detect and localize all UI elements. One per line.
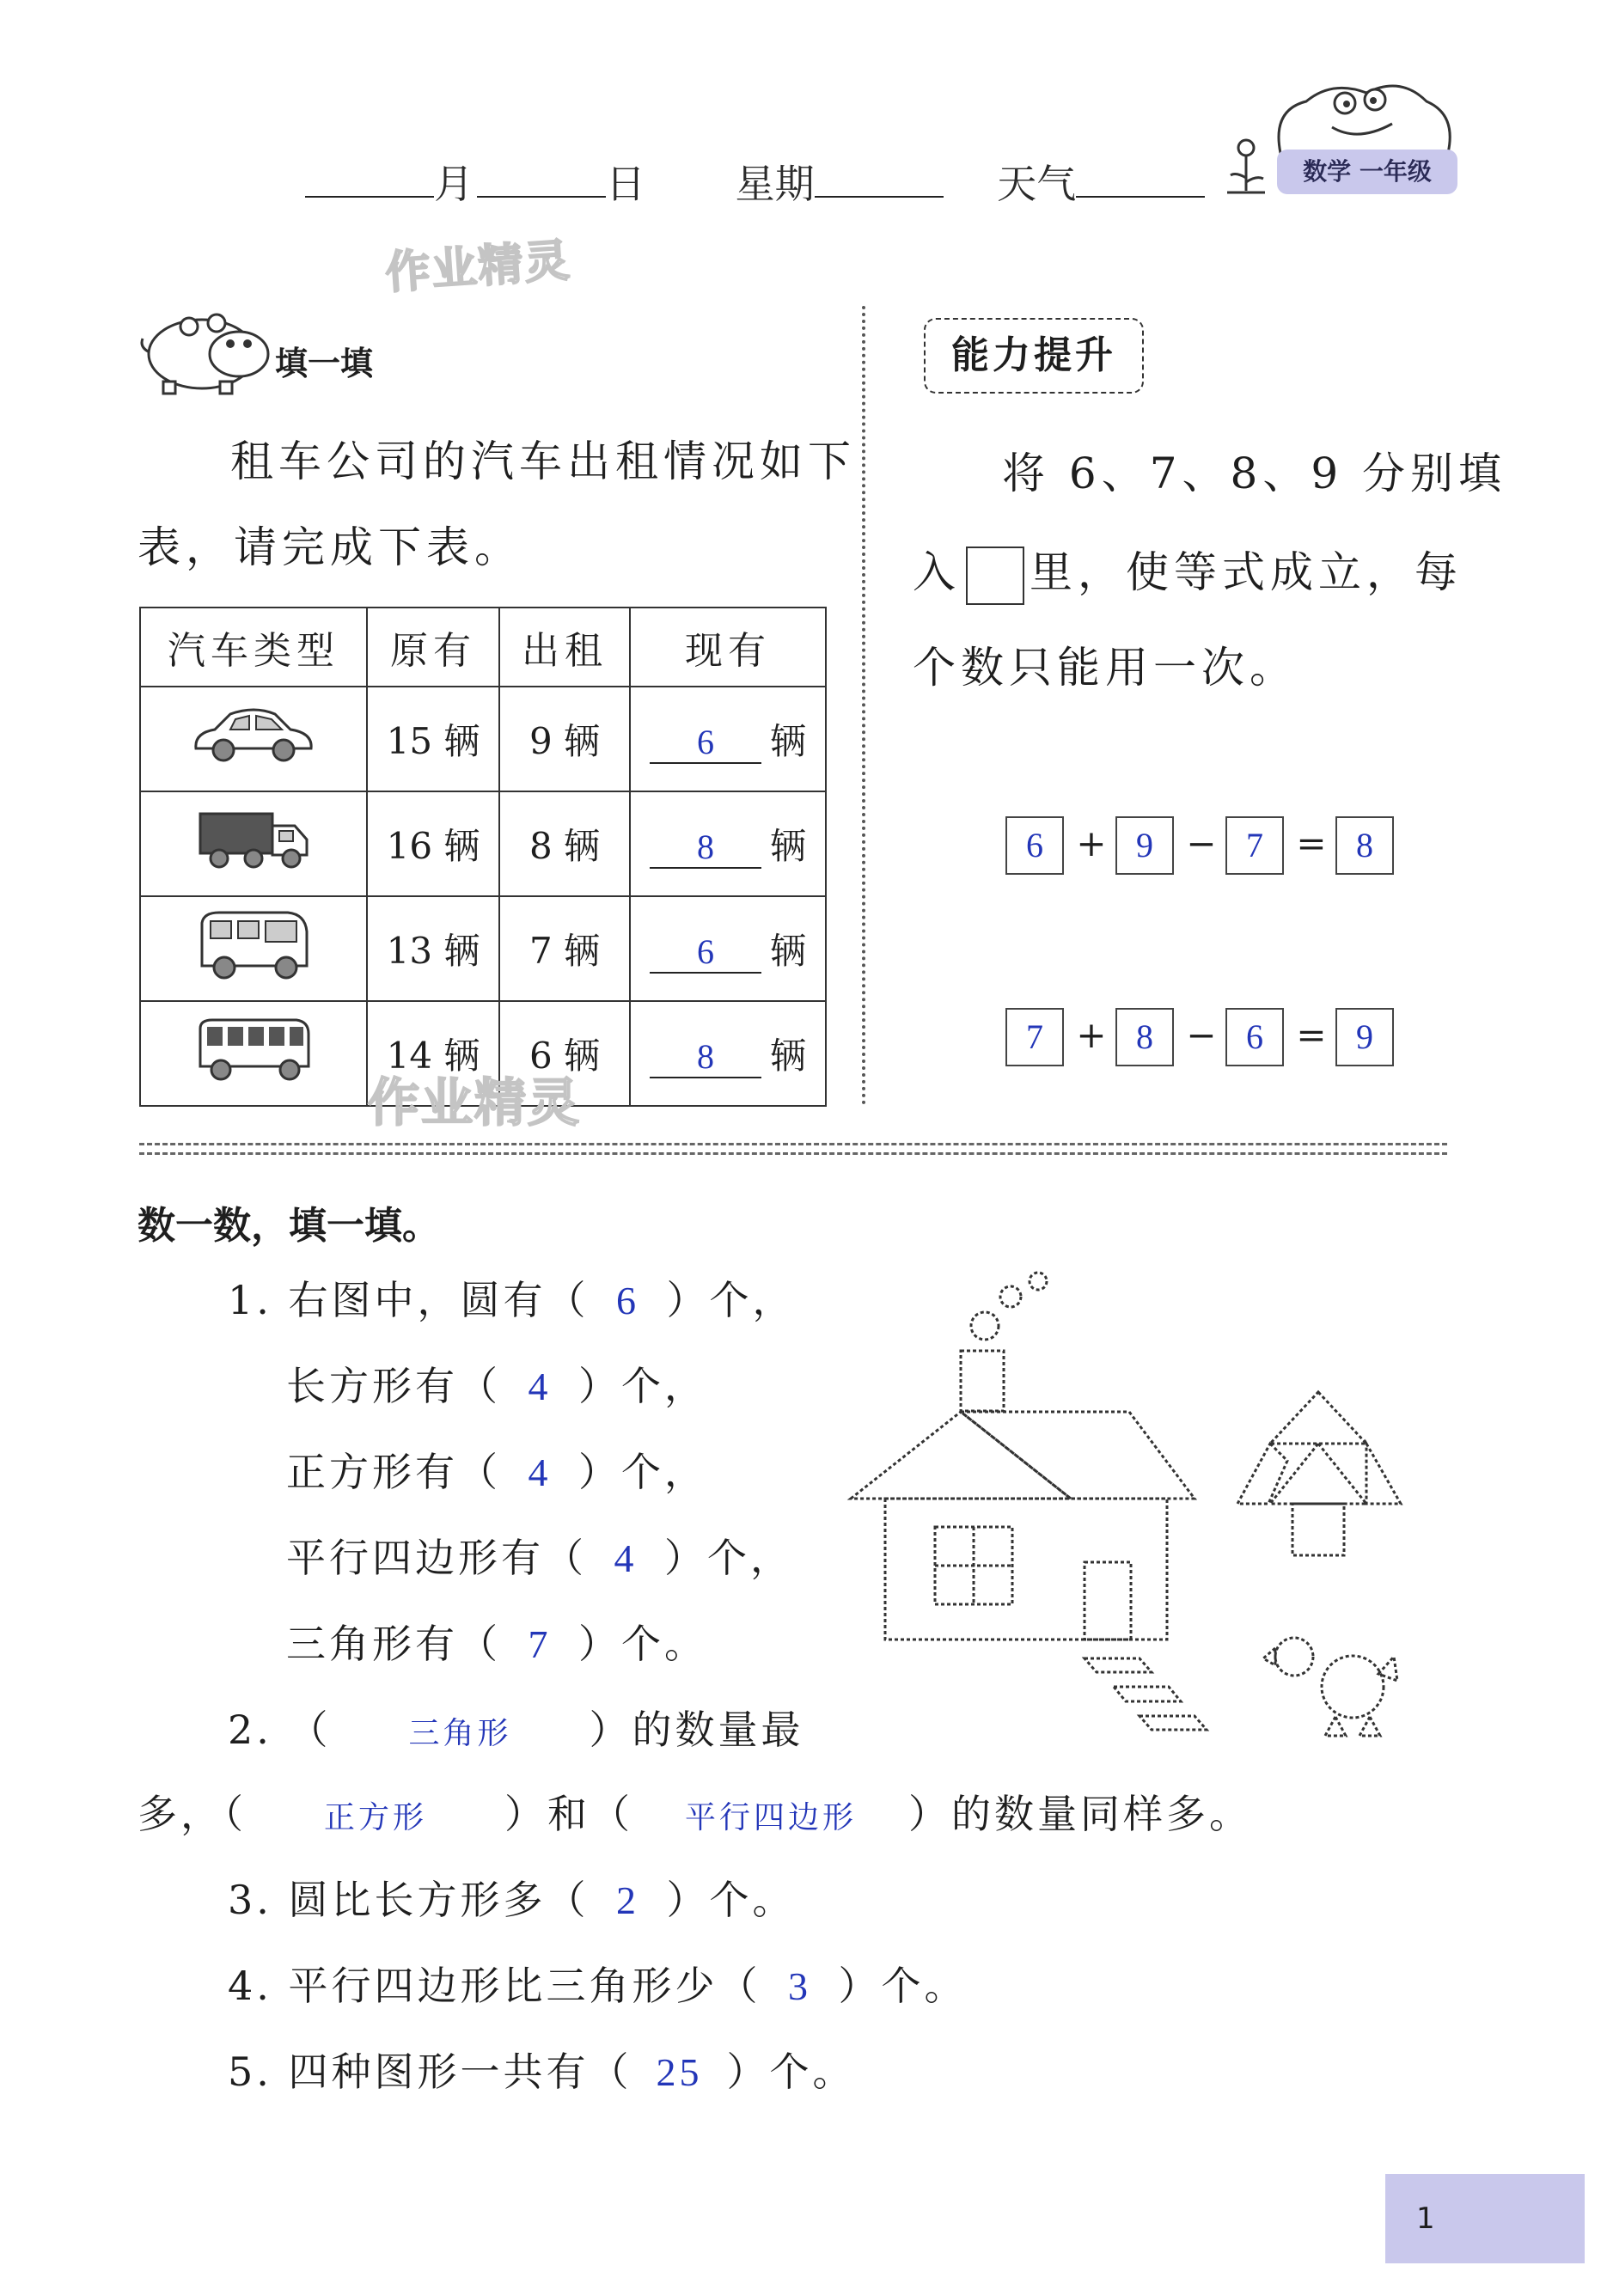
q1-circle: [228, 1277, 796, 1323]
fill-section-title: 填一填: [275, 345, 374, 382]
van-icon: [193, 906, 314, 983]
q3-number: 3.: [228, 1877, 272, 1923]
count-section-title: 数一数，填一填。: [137, 1204, 440, 1248]
q3-answer[interactable]: 2: [616, 1878, 640, 1922]
bus-icon: [193, 1013, 314, 1085]
eq-answer-box[interactable]: 8: [1335, 816, 1394, 875]
bird-tail-triangle-icon: [1378, 1657, 1397, 1681]
watermark-table: 作业精灵: [368, 1073, 581, 1133]
tree-side-triangle-icon: [1366, 1444, 1401, 1504]
remaining-cell: [630, 687, 826, 791]
q1-tri-answer[interactable]: 7: [528, 1622, 552, 1666]
q5-answer[interactable]: 25: [656, 2050, 703, 2094]
tree-bottom-triangle-icon: [1270, 1444, 1366, 1504]
vehicle-cell: [140, 896, 367, 1001]
remaining-answer[interactable]: 6: [650, 931, 761, 974]
q2-same-answer-1[interactable]: 正方形: [323, 1800, 427, 1835]
eq-answer-box[interactable]: 9: [1335, 1008, 1394, 1066]
rental-table: [139, 607, 827, 1107]
q2-tail1: ）的数量最: [589, 1707, 804, 1753]
bird-foot-triangle-icon: [1325, 1717, 1346, 1736]
eq-answer-box[interactable]: 9: [1115, 816, 1174, 875]
unit-label: 辆: [769, 930, 806, 972]
q4-tail: ）个。: [838, 1963, 968, 2009]
smoke-circle-icon: [1030, 1273, 1047, 1290]
bird-foot-triangle-icon: [1360, 1717, 1380, 1736]
tree-trunk-square-icon: [1292, 1504, 1344, 1555]
q1-close: ）个，: [664, 1535, 793, 1581]
col-header-original: 原有: [367, 608, 499, 687]
page-number: 1: [1416, 2201, 1435, 2236]
eq-answer-box[interactable]: 6: [1005, 816, 1064, 875]
truck-icon: [193, 805, 314, 874]
remaining-answer[interactable]: 6: [650, 722, 761, 764]
q1-para-label: 平行四边形有（: [286, 1535, 587, 1581]
col-header-type: 汽车类型: [140, 608, 367, 687]
sample-box: [966, 547, 1024, 605]
plus-sign: +: [1076, 1014, 1107, 1056]
equals-sign: =: [1296, 1014, 1327, 1056]
month-label: 月: [434, 161, 474, 207]
q3-tail: ）个。: [666, 1877, 796, 1923]
q4-answer[interactable]: 3: [788, 1964, 812, 2008]
q1-triangle: [286, 1621, 707, 1667]
chimney-rect-icon: [961, 1351, 1004, 1411]
q1-tri-label: 三角形有（: [286, 1621, 501, 1667]
ability-section-title: 能力提升: [924, 318, 1144, 394]
q1-circle-label: 右图中，圆有（: [288, 1277, 590, 1323]
rented-cell: 7 辆: [499, 896, 630, 1001]
q1-para-answer[interactable]: 4: [614, 1536, 638, 1580]
q1-parallelogram: [286, 1535, 793, 1581]
table-row: [140, 896, 826, 1001]
col-header-remaining: 现有: [630, 608, 826, 687]
subject-badge: 数学 一年级: [1277, 150, 1457, 194]
table-header-row: [140, 608, 826, 687]
ability-line2: [913, 547, 1463, 605]
q2-mid2: ）和（: [504, 1791, 633, 1837]
q2-open: （: [288, 1707, 332, 1753]
remaining-cell: [630, 896, 826, 1001]
q1-close: ）个，: [666, 1277, 796, 1323]
table-row: [140, 687, 826, 791]
eq-answer-box[interactable]: 8: [1115, 1008, 1174, 1066]
q5-number: 5.: [228, 2049, 272, 2095]
frog-icon: [1263, 76, 1461, 158]
q1-rect-label: 长方形有（: [286, 1363, 501, 1409]
eq-answer-box[interactable]: 6: [1225, 1008, 1284, 1066]
fill-intro-line1: 租车公司的汽车出租情况如下: [230, 437, 856, 486]
smoke-circle-icon: [971, 1312, 999, 1340]
roof-triangle-icon: [851, 1412, 1071, 1499]
smoke-circle-icon: [1000, 1286, 1021, 1307]
q1-square-answer[interactable]: 4: [528, 1450, 552, 1494]
vehicle-cell: [140, 1001, 367, 1106]
rented-cell: 6 辆: [499, 1001, 630, 1106]
q4-text: 平行四边形比三角形少（: [288, 1963, 761, 2009]
eq-answer-box[interactable]: 7: [1005, 1008, 1064, 1066]
remaining-cell: [630, 791, 826, 896]
equation-row: [1005, 816, 1401, 876]
month-blank[interactable]: [305, 196, 434, 198]
hippo-icon: [137, 301, 275, 395]
q1-square-label: 正方形有（: [286, 1449, 501, 1495]
q2-lead2: 多，（: [137, 1791, 247, 1837]
q3-text: 圆比长方形多（: [288, 1877, 590, 1923]
q5: [228, 2049, 856, 2095]
original-cell: 15 辆: [367, 687, 499, 791]
bird-head-circle-icon: [1275, 1638, 1313, 1676]
vehicle-cell: [140, 791, 367, 896]
q1-rect-answer[interactable]: 4: [528, 1365, 552, 1408]
unit-label: 辆: [769, 1035, 806, 1077]
original-cell: 14 辆: [367, 1001, 499, 1106]
horizontal-divider: [139, 1143, 1447, 1155]
remaining-answer[interactable]: 8: [650, 1036, 761, 1078]
remaining-cell: [630, 1001, 826, 1106]
eq-answer-box[interactable]: 7: [1225, 816, 1284, 875]
house-wall-rect-icon: [885, 1499, 1167, 1640]
page-number-bar: [1385, 2174, 1585, 2263]
original-cell: 16 辆: [367, 791, 499, 896]
step-parallelogram-icon: [1085, 1658, 1152, 1672]
q1-rect: [286, 1363, 707, 1409]
ability-line3: 个数只能用一次。: [913, 643, 1298, 693]
minus-sign: −: [1186, 822, 1217, 864]
day-blank[interactable]: [477, 196, 606, 198]
q2-same-answer-2[interactable]: 平行四边形: [684, 1800, 857, 1835]
q4-number: 4.: [228, 1963, 272, 2009]
q4: [228, 1963, 968, 2009]
tree-top-triangle-icon: [1270, 1392, 1366, 1444]
q2-line2: [137, 1791, 1252, 1837]
day-label: 日: [606, 161, 645, 207]
q1-close: ）个，: [578, 1449, 707, 1495]
bird-beak-triangle-icon: [1263, 1648, 1275, 1665]
q1-close-end: ）个。: [578, 1621, 707, 1667]
roof-parallelogram-icon: [961, 1412, 1195, 1499]
q2-line1: [228, 1707, 804, 1753]
vertical-divider: [862, 306, 865, 1105]
original-cell: 13 辆: [367, 896, 499, 1001]
q5-tail: ）个。: [726, 2049, 856, 2095]
table-row: [140, 791, 826, 896]
q1-number: 1.: [228, 1277, 272, 1323]
rented-cell: 8 辆: [499, 791, 630, 896]
q5-text: 四种图形一共有（: [288, 2049, 632, 2095]
ability-line2-start: 入: [913, 547, 961, 597]
vehicle-cell: [140, 687, 367, 791]
ability-line1: 将 6、7、8、9 分别填: [1002, 449, 1507, 498]
equals-sign: =: [1296, 822, 1327, 864]
rented-cell: 9 辆: [499, 687, 630, 791]
bird-body-circle-icon: [1322, 1656, 1384, 1718]
step-parallelogram-icon: [1114, 1687, 1181, 1701]
unit-label: 辆: [769, 825, 806, 867]
weather-label: 天气: [997, 161, 1077, 207]
door-rect-icon: [1085, 1562, 1131, 1640]
unit-label: 辆: [769, 720, 806, 762]
q1-close: ）个，: [578, 1363, 707, 1409]
q3: [228, 1877, 796, 1923]
watermark-top: 作业精灵: [383, 235, 573, 300]
col-header-rented: 出租: [499, 608, 630, 687]
remaining-answer[interactable]: 8: [650, 827, 761, 869]
weekday-blank[interactable]: [815, 196, 944, 198]
q1-square: [286, 1449, 707, 1495]
plus-sign: +: [1076, 822, 1107, 864]
step-parallelogram-icon: [1140, 1716, 1207, 1730]
minus-sign: −: [1186, 1014, 1217, 1056]
q2-tail2: ）的数量同样多。: [908, 1791, 1252, 1837]
tree-side-triangle-icon: [1237, 1444, 1287, 1504]
q1-circle-answer[interactable]: 6: [616, 1279, 640, 1322]
q2-number: 2.: [228, 1707, 272, 1753]
q2-most-answer[interactable]: 三角形: [408, 1716, 512, 1750]
shapes-figure: [842, 1263, 1461, 1753]
car-icon: [189, 702, 318, 767]
fill-intro-line2: 表，请完成下表。: [137, 522, 522, 572]
date-line: [305, 153, 1205, 210]
equation-row: [1005, 1008, 1401, 1068]
weather-blank[interactable]: [1076, 196, 1205, 198]
weekday-label: 星期: [735, 161, 815, 207]
ability-line2-end: 里，使等式成立，每: [1030, 547, 1463, 597]
